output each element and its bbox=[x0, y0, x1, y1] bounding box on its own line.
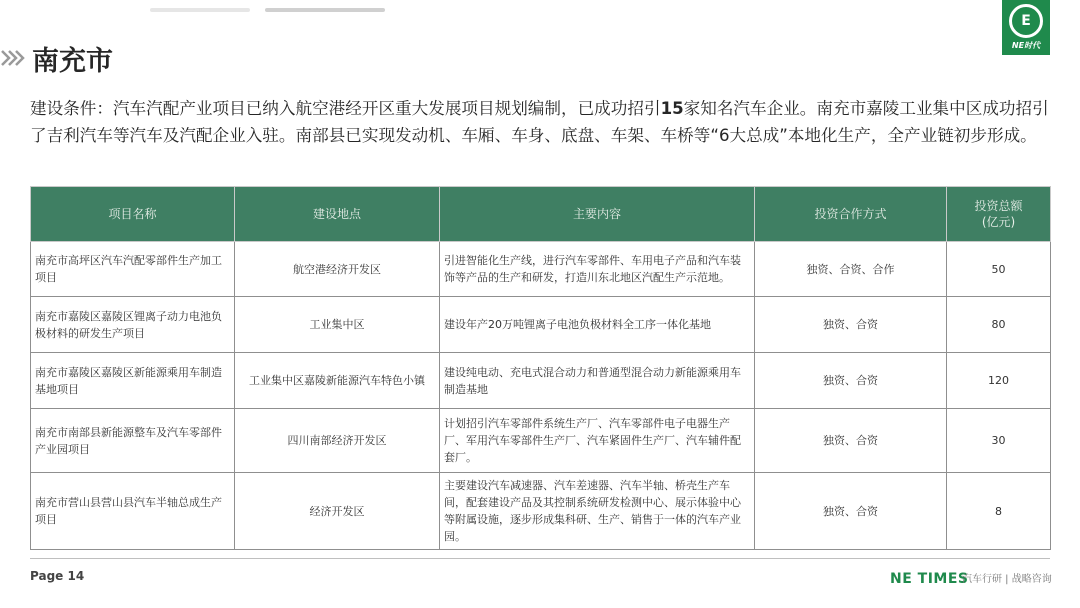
page-number: Page 14 bbox=[30, 569, 85, 583]
cell-amount: 8 bbox=[947, 473, 1051, 550]
cell-location: 经济开发区 bbox=[235, 473, 440, 550]
cell-content: 主要建设汽车减速器、汽车差速器、汽车半轴、桥壳生产车间，配套建设产品及其控制系统研发检测中心、展示体验中心等附属设施，逐步形成集科研、生产、销售于一体的汽车产业园。 bbox=[440, 473, 755, 550]
cell-amount: 80 bbox=[947, 297, 1051, 353]
cell-content: 引进智能化生产线，进行汽车零部件、车用电子产品和汽车装饰等产品的生产和研发，打造川东北地区汽配生产示范地。 bbox=[440, 242, 755, 297]
cell-name: 南充市嘉陵区嘉陵区新能源乘用车制造基地项目 bbox=[31, 353, 235, 409]
top-decoration bbox=[0, 0, 1080, 14]
cell-content: 建设纯电动、充电式混合动力和普通型混合动力新能源乘用车制造基地 bbox=[440, 353, 755, 409]
table-row bbox=[31, 409, 1051, 473]
cell-location: 工业集中区 bbox=[235, 297, 440, 353]
footer-divider bbox=[30, 558, 1050, 559]
cell-content: 计划招引汽车零部件系统生产厂、汽车零部件电子电器生产厂、军用汽车零部件生产厂、汽车紧固件生产厂、汽车辅件配套厂。 bbox=[440, 409, 755, 473]
cell-content: 建设年产20万吨锂离子电池负极材料全工序一体化基地 bbox=[440, 297, 755, 353]
cell-name: 南充市南部县新能源整车及汽车零部件产业园项目 bbox=[31, 409, 235, 473]
description bbox=[30, 95, 1060, 149]
logo-text: NE时代 bbox=[1011, 41, 1041, 50]
footer-tagline: 汽车行研 | 战略咨询 bbox=[962, 574, 1052, 585]
cell-mode: 独资、合资 bbox=[755, 409, 947, 473]
header-amount: 投资总额 (亿元) bbox=[947, 187, 1051, 242]
header-content: 主要内容 bbox=[440, 187, 755, 242]
title-row bbox=[0, 40, 113, 76]
footer-brand: NE TIMES bbox=[890, 571, 969, 587]
brand-logo bbox=[1002, 0, 1050, 55]
header-location: 建设地点 bbox=[235, 187, 440, 242]
cell-amount: 50 bbox=[947, 242, 1051, 297]
cell-amount: 120 bbox=[947, 353, 1051, 409]
logo-mark-icon: E bbox=[1009, 4, 1043, 38]
cell-name: 南充市高坪区汽车汽配零部件生产加工项目 bbox=[31, 242, 235, 297]
header-project-name: 项目名称 bbox=[31, 187, 235, 242]
table-row bbox=[31, 353, 1051, 409]
cell-mode: 独资、合资 bbox=[755, 353, 947, 409]
cell-mode: 独资、合资 bbox=[755, 297, 947, 353]
project-table bbox=[30, 186, 1051, 550]
table-header-row bbox=[31, 187, 1051, 242]
cell-name: 南充市营山县营山县汽车半轴总成生产项目 bbox=[31, 473, 235, 550]
table-row bbox=[31, 297, 1051, 353]
cell-amount: 30 bbox=[947, 409, 1051, 473]
table-row bbox=[31, 242, 1051, 297]
cell-mode: 独资、合资、合作 bbox=[755, 242, 947, 297]
cell-location: 四川南部经济开发区 bbox=[235, 409, 440, 473]
page-title: 南充市 bbox=[32, 45, 113, 77]
cell-name: 南充市嘉陵区嘉陵区锂离子动力电池负极材料的研发生产项目 bbox=[31, 297, 235, 353]
cell-mode: 独资、合资 bbox=[755, 473, 947, 550]
description-number: 15 bbox=[660, 99, 684, 118]
table-row bbox=[31, 473, 1051, 550]
header-mode: 投资合作方式 bbox=[755, 187, 947, 242]
description-part-2: 家知名汽车企业。南充市嘉陵工业集中区成功招引了吉利汽车等汽车及汽配企业入驻。南部县已实现发动机、车厢、车身、底盘、车架、车桥等“6大总成”本地化生产，全产业链初步形成。 bbox=[30, 99, 1049, 145]
description-part-1: 建设条件：汽车汽配产业项目已纳入航空港经开区重大发展项目规划编制，已成功招引 bbox=[30, 99, 661, 118]
cell-location: 工业集中区嘉陵新能源汽车特色小镇 bbox=[235, 353, 440, 409]
cell-location: 航空港经济开发区 bbox=[235, 242, 440, 297]
chevron-decoration-icon bbox=[0, 43, 28, 73]
